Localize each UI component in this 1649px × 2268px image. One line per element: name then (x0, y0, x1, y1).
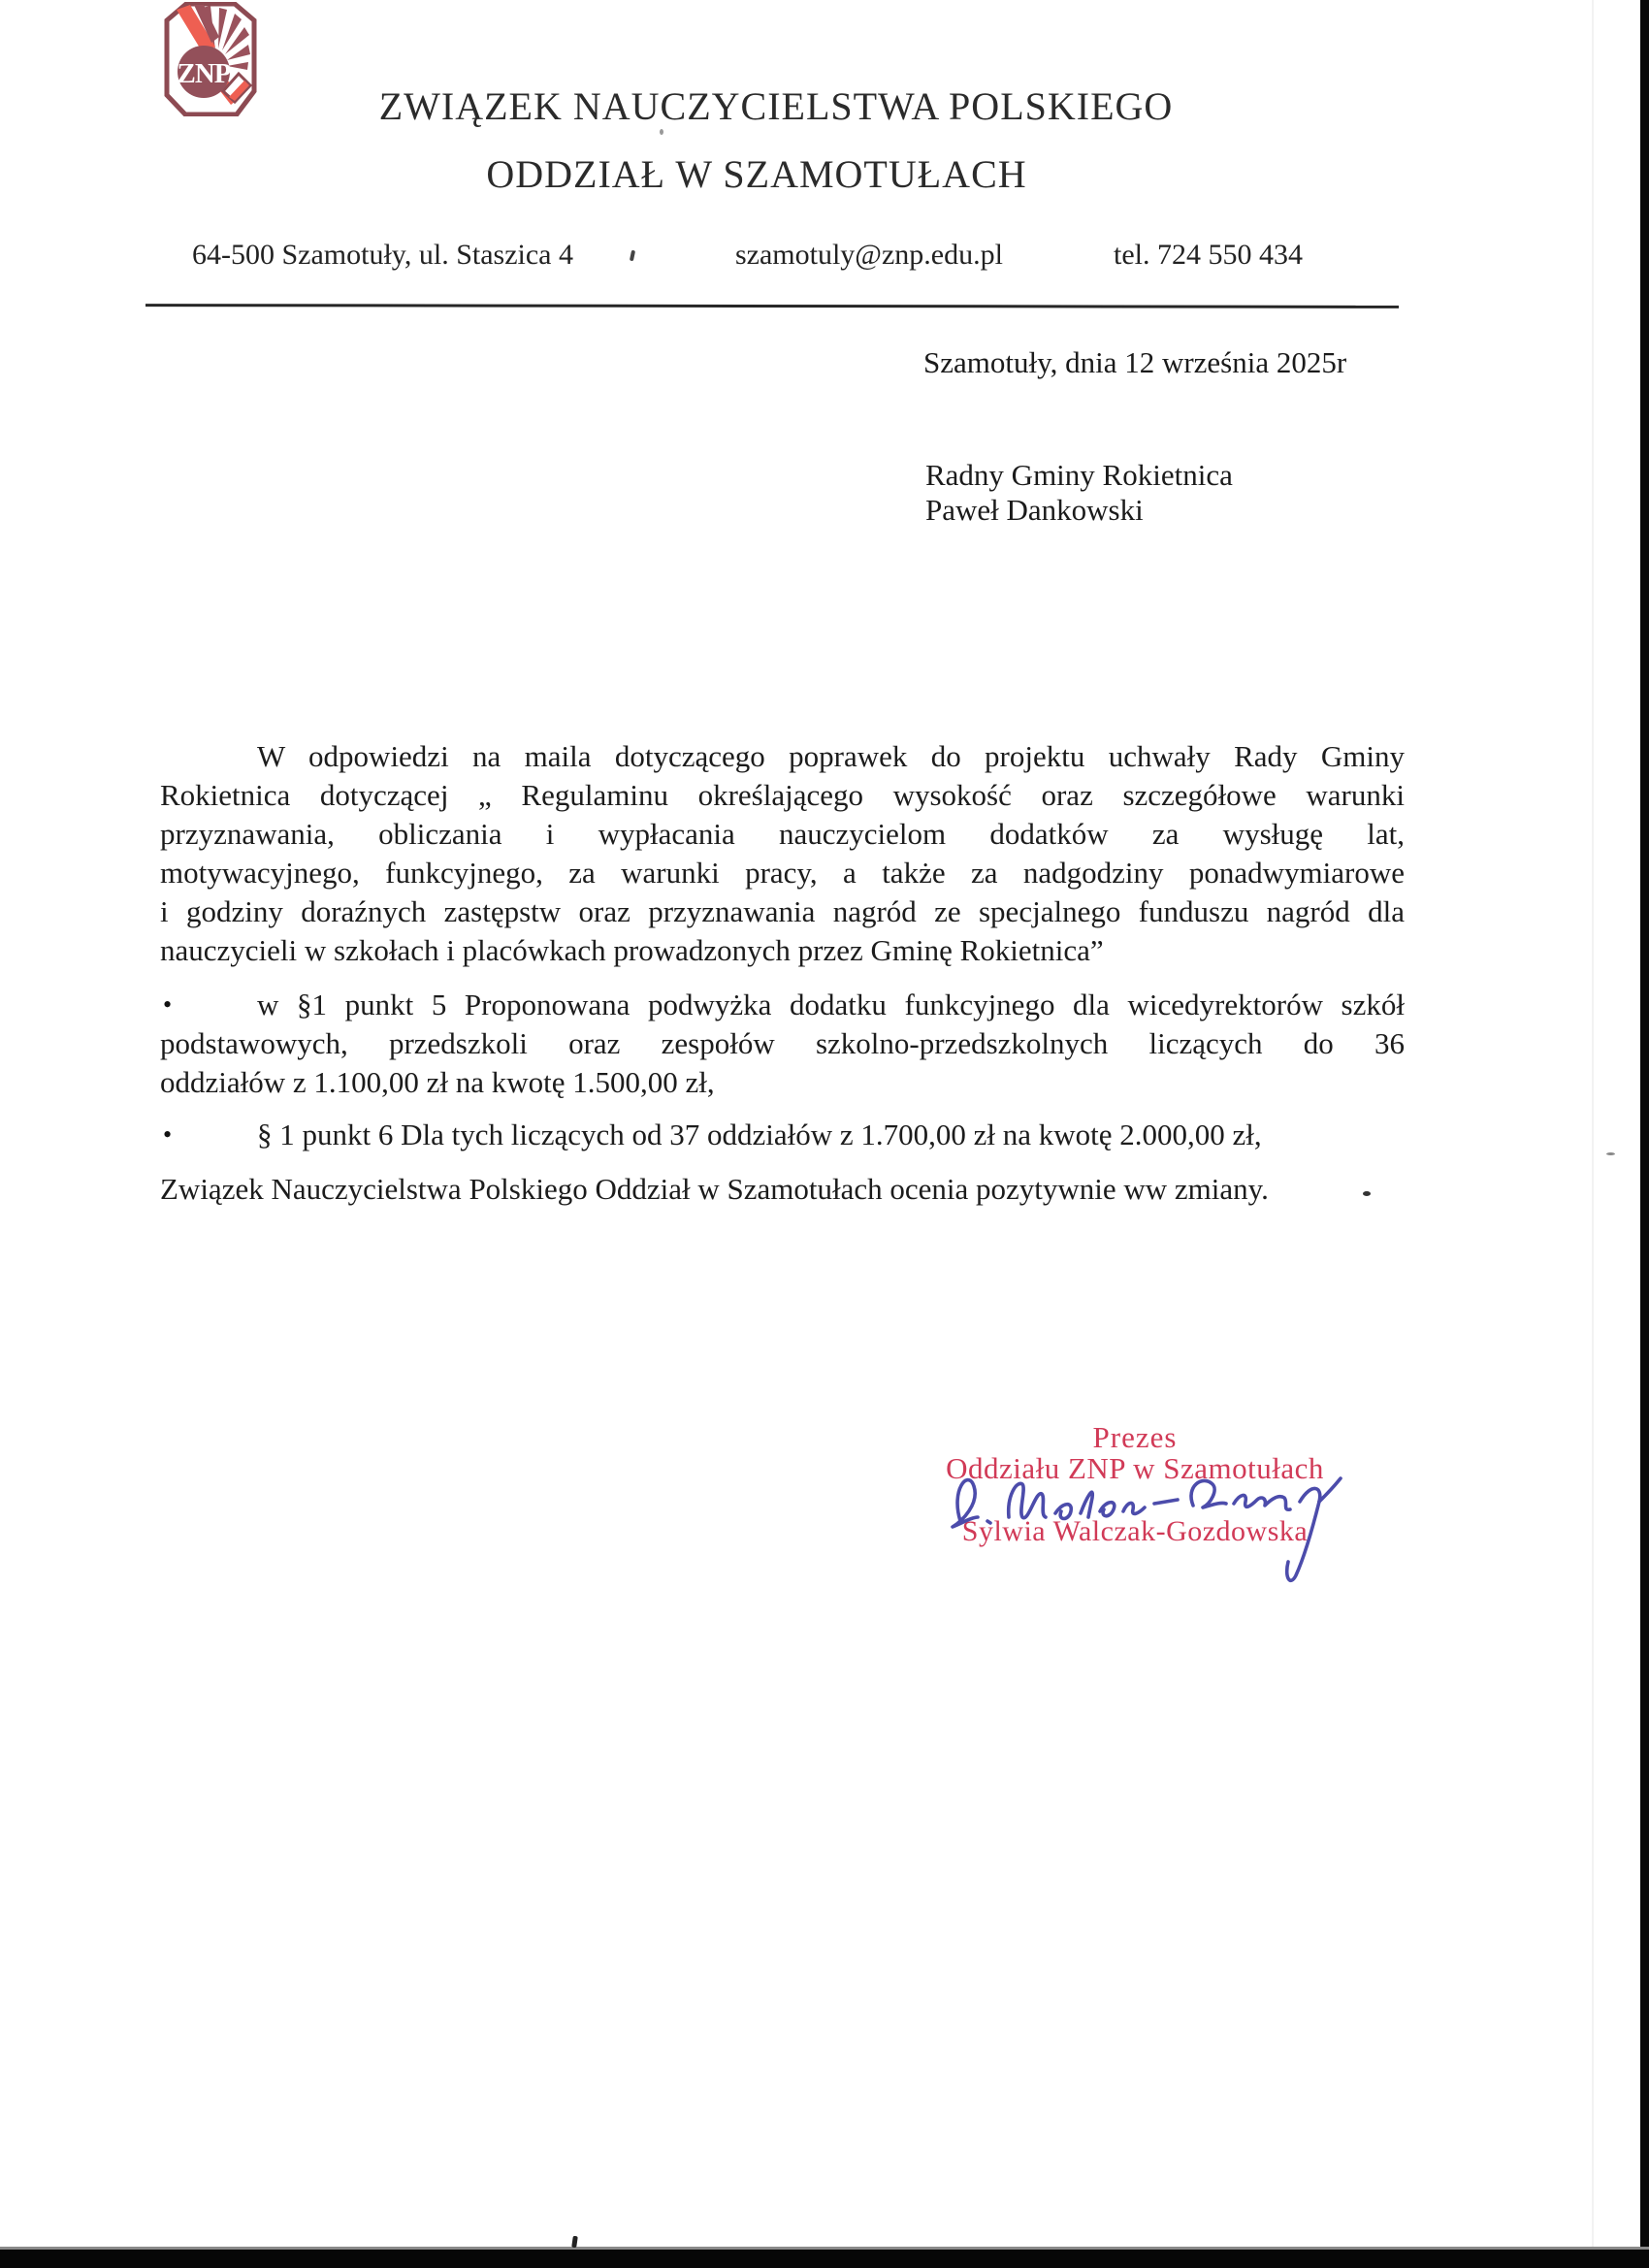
scan-speck (630, 250, 635, 262)
bullet-item-2 (160, 1116, 1405, 1154)
para-line: motywacyjnego, funkcyjnego, za warunki pracy, a także za nadgodziny ponadwymiarowe (160, 856, 1405, 890)
bullet-marker: • (163, 1120, 173, 1149)
date-line: Szamotuły, dnia 12 września 2025r (923, 345, 1347, 379)
bullet-line: w §1 punkt 5 Proponowana podwyżka dodatku funkcyjnego dla wicedyrektorów szkół (257, 988, 1405, 1021)
org-name-line2: ODDZIAŁ W SZAMOTUŁACH (486, 152, 1027, 196)
recipient-block (925, 458, 1233, 528)
scan-speck (1606, 1152, 1615, 1155)
bullet-line: oddziałów z 1.100,00 zł na kwotę 1.500,00 zł, (160, 1065, 715, 1099)
org-name-line1: ZWIĄZEK NAUCZYCIELSTWA POLSKIEGO (378, 84, 1174, 128)
letterhead-divider (146, 304, 1399, 308)
stamp-org: Oddziału ZNP w Szamotułach (946, 1451, 1324, 1485)
para-line: W odpowiedzi na maila dotyczącego poprawek do projektu uchwały Rady Gminy (257, 739, 1405, 773)
para-line: przyznawania, obliczania i wypłacania nauczycielom dodatków za wysługę lat, (160, 817, 1405, 851)
logo-znp-text: ZNP (177, 58, 231, 89)
scan-edge-bottom (0, 2250, 1649, 2268)
handwritten-signature (939, 1461, 1346, 1597)
org-phone: tel. 724 550 434 (1114, 239, 1303, 271)
recipient-name: Paweł Dankowski (925, 493, 1144, 527)
org-address: 64-500 Szamotuły, ul. Staszica 4 (192, 239, 573, 271)
bullet-line: § 1 punkt 6 Dla tych liczących od 37 oddziałów z 1.700,00 zł na kwotę 2.000,00 zł, (257, 1118, 1262, 1151)
para-line: Rokietnica dotyczącej „ Regulaminu określającego wysokość oraz szczegółowe warunki (160, 778, 1405, 812)
body-paragraph (160, 737, 1405, 970)
scan-speck (660, 129, 663, 135)
bullet-item-1 (160, 986, 1405, 1102)
closing-sentence: Związek Nauczycielstwa Polskiego Oddział w Szamotułach ocenia pozytywnie ww zmiany. (160, 1172, 1269, 1206)
scan-streak (1592, 0, 1594, 2268)
org-email: szamotuly@znp.edu.pl (735, 239, 1003, 271)
bullet-line: podstawowych, przedszkoli oraz zespołów szkolno-przedszkolnych liczących do 36 (160, 1026, 1405, 1060)
recipient-title: Radny Gminy Rokietnica (925, 458, 1233, 492)
para-line: nauczycieli w szkołach i placówkach prowadzonych przez Gminę Rokietnica” (160, 933, 1104, 967)
scan-edge-right (1640, 0, 1649, 2268)
para-line: i godziny doraźnych zastępstw oraz przyznawania nagród ze specjalnego funduszu nagród dla (160, 894, 1405, 928)
stamp-signer-name: Sylwia Walczak-Gozdowska (961, 1515, 1309, 1547)
scan-speck (1363, 1191, 1371, 1196)
bullet-marker: • (163, 990, 173, 1019)
stamp-title: Prezes (1092, 1420, 1178, 1454)
